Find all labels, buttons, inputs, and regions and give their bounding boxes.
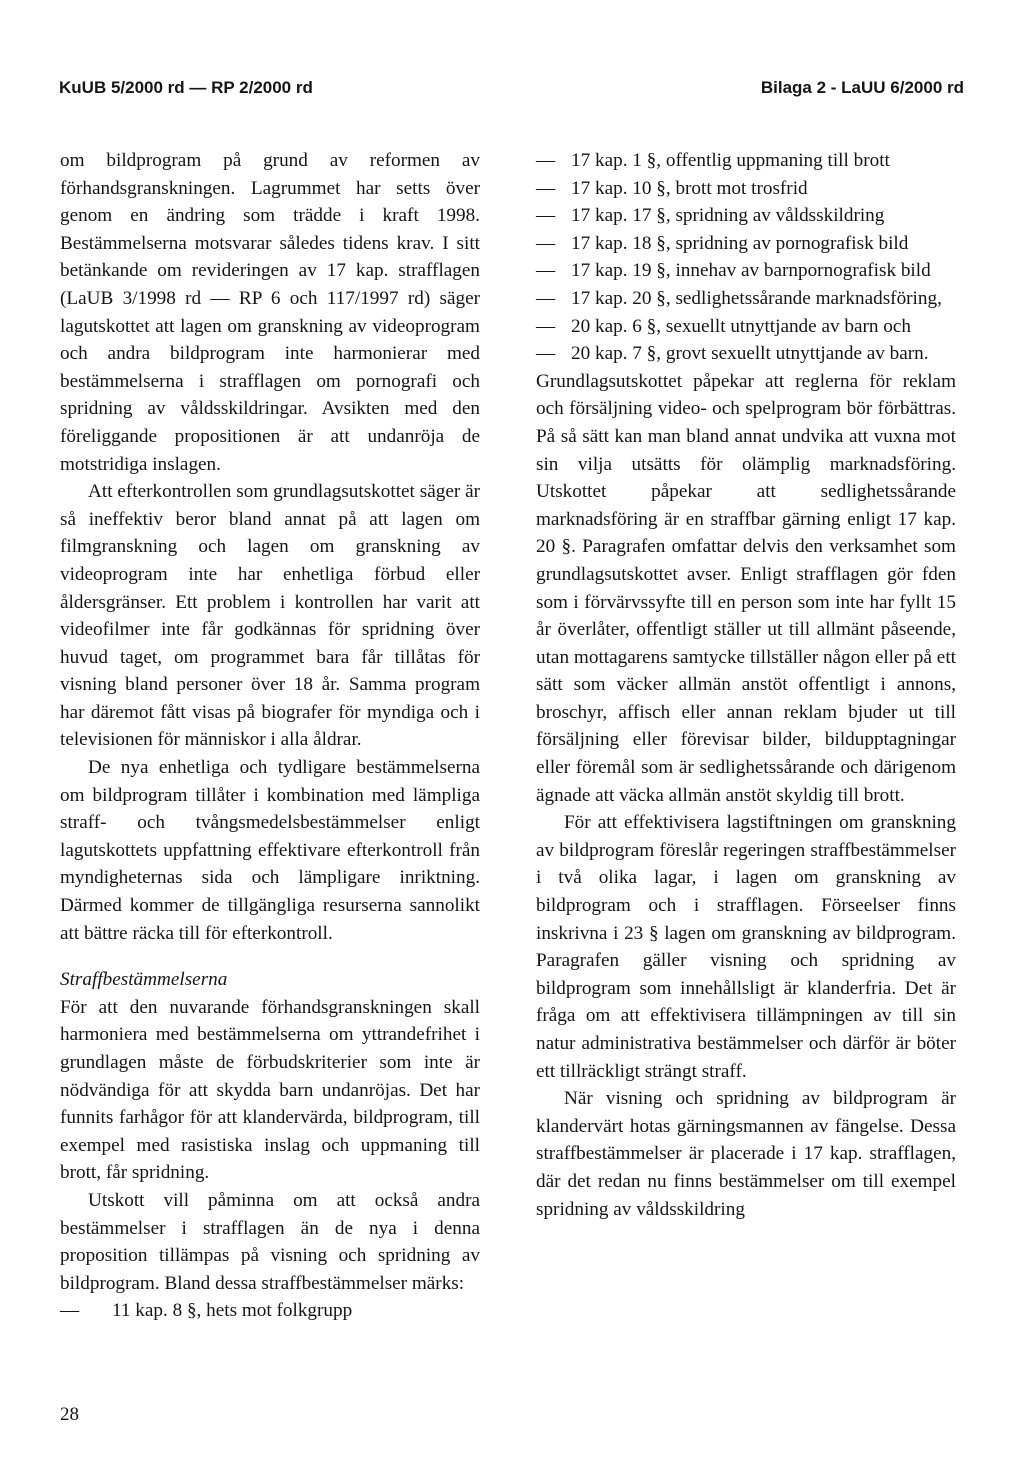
right-column: [536, 147, 956, 1223]
list-dash: —: [536, 150, 556, 171]
left-dash-list: [60, 1297, 480, 1325]
right-paragraph-1: Grundlagsutskottet påpekar att reglerna för reklam och försäljning video- och spelprogram bör förbättras. På så sätt kan man bland annat undvika att vuxna mot sin vilja utsätts för olämplig marknadsföring. Utskottet påpekar att sedlighetssårande marknadsföring är en straffbar gärning enligt 17 kap. 20 §. Paragrafen omfattar delvis den verksamhet som grundlagsutskottet avser. Enligt strafflagen gör fden som i förvärvssyfte till en person som inte har fyllt 15 år överlåter, offentligt ställer ut till allmänt påseende, utan mottagarens samtycke tillställer någon eller på ett sätt som väcker allmän anstöt offentligt i annons, broschyr, affisch eller annan reklam bjuder ut till försäljning eller förevisar bilder, bildupptagningar eller föremål som är sedlighetssårande och därigenom ägnade att väcka allmän anstöt skyldig till brott.: [536, 370, 956, 806]
right-paragraph-2: För att effektivisera lagstiftningen om granskning av bildprogram föreslår regeringen straffbestämmelser i två olika lagar, i lagen om granskning av bildprogram och i strafflagen. Förseelser finns inskrivna i 23 § lagen om granskning av bildprogram. Paragrafen gäller visning och spridning av bildprogram som innehållsligt är klanderfria. Det är fråga om att effektivisera tillämpningen av till sin natur administrativa bestämmelser och därför är böter ett tillräckligt strängt straff.: [536, 812, 956, 1082]
list-item-text: 17 kap. 19 §, innehav av barnpornografisk bild: [571, 260, 931, 282]
list-item: [536, 202, 956, 230]
running-head-left: KuUB 5/2000 rd — RP 2/2000 rd: [59, 78, 313, 97]
list-item: [536, 175, 956, 203]
list-item: [536, 230, 956, 258]
list-item-text: 17 kap. 18 §, spridning av pornografisk bild: [571, 232, 909, 254]
section-heading: Straffbestämmelserna: [60, 969, 228, 991]
page-number: 28: [60, 1404, 79, 1425]
list-dash: —: [536, 232, 556, 254]
left-paragraph-2: Att efterkontrollen som grundlagsutskottet säger är så ineffektiv beror bland annat på att lagen om filmgranskning och lagen om granskning av videoprogram inte har enhetliga förbud eller åldersgränser. Ett problem i kontrollen har varit att videofilmer inte får godkännas för spridning över huvud taget, om programmet bara får tillåtas för visning bland personer över 18 år. Samma program har däremot fått visas på biografer för myndiga och i televisionen för människor i alla åldrar.: [60, 481, 480, 751]
list-dash: —: [60, 1300, 80, 1322]
list-item: [536, 313, 956, 341]
list-item-text: 17 kap. 1 §, offentlig uppmaning till brott: [571, 150, 890, 171]
list-item: [60, 1297, 480, 1325]
right-dash-list: [536, 147, 956, 368]
list-item-text: 20 kap. 6 §, sexuellt utnyttjande av barn och: [571, 315, 911, 337]
list-dash: —: [536, 287, 556, 309]
left-column: [60, 147, 480, 1325]
list-dash: —: [536, 315, 556, 337]
left-paragraph-1: om bildprogram på grund av reformen av förhandsgranskningen. Lagrummet har setts över genom en ändring som trädde i kraft 1998. Bestämmelserna motsvarar således tidens krav. I sitt betänkande om revideringen av 17 kap. strafflagen (LaUB 3/1998 rd — RP 6 och 117/1997 rd) säger lagutskottet att lagen om granskning av videoprogram och andra bildprogram inte harmonierar med bestämmelserna i strafflagen om pornografi och spridning av våldsskildringar. Avsikten med den föreliggande propositionen är att undanröja de motstridiga inslagen.: [60, 150, 480, 475]
left-paragraph-4: För att den nuvarande förhandsgranskningen skall harmoniera med bestämmelserna om yttrandefrihet i grundlagen måste de förbudskriterier som inte är nödvändiga för att skydda barn undanröjas. Det har funnits farhågor för att klandervärda, bildprogram, till exempel med rasistiska inslag och uppmaning till brott, får spridning.: [60, 996, 480, 1184]
left-paragraph-5: Utskott vill påminna om att också andra bestämmelser i strafflagen än de nya i denna proposition tillämpas på visning och spridning av bildprogram. Bland dessa straffbestämmelser märks:: [60, 1189, 480, 1294]
list-dash: —: [536, 260, 556, 282]
list-item: [536, 285, 956, 313]
list-item-text: 20 kap. 7 §, grovt sexuellt utnyttjande av barn.: [571, 343, 929, 365]
list-dash: —: [536, 205, 556, 227]
list-item: [536, 257, 956, 285]
right-paragraph-3: När visning och spridning av bildprogram är klandervärt hotas gärningsmannen av fängelse. Dessa straffbestämmelser är placerade i 17 kap. strafflagen, där det redan nu finns bestämmelser om till exempel spridning av våldsskildring: [536, 1088, 956, 1220]
list-item-text: 17 kap. 17 §, spridning av våldsskildring: [571, 205, 885, 227]
list-dash: —: [536, 343, 556, 365]
left-paragraph-3: De nya enhetliga och tydligare bestämmelserna om bildprogram tillåter i kombination med lämpliga straff- och tvångsmedelsbestämmelser enligt lagutskottets uppfattning effektivare efterkontroll från myndigheternas sida och lämpligare inriktning. Därmed kommer de tillgängliga resurserna sannolikt att bättre räcka till för efterkontroll.: [60, 757, 480, 944]
list-item-text: 11 kap. 8 §, hets mot folkgrupp: [112, 1300, 353, 1322]
list-item-text: 17 kap. 10 §, brott mot trosfrid: [571, 177, 808, 199]
running-head-right: Bilaga 2 - LaUU 6/2000 rd: [760, 78, 964, 97]
list-item: [536, 147, 956, 175]
list-item-text: 17 kap. 20 §, sedlighetssårande marknadsföring,: [571, 287, 942, 309]
list-dash: —: [536, 177, 556, 199]
list-item: [536, 340, 956, 368]
